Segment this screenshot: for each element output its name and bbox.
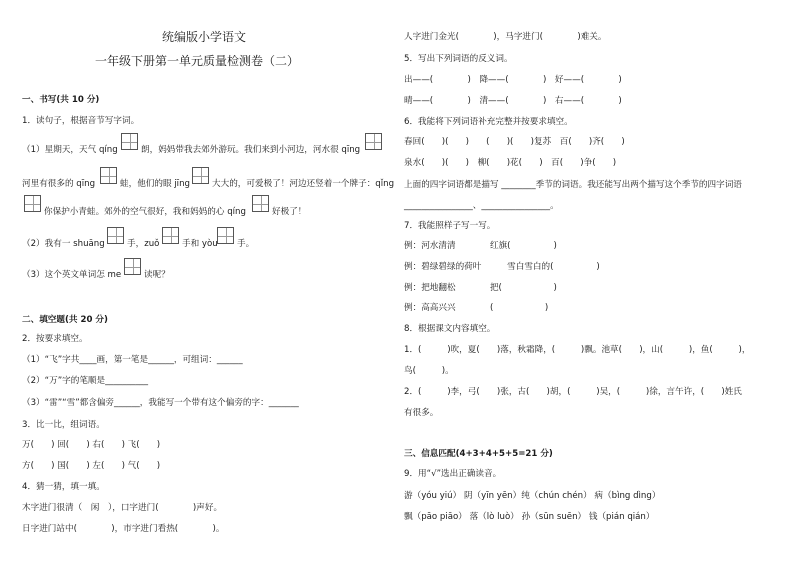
- page-title: 统编版小学语文: [162, 30, 247, 44]
- question-7: 7．我能照样子写一写。: [404, 221, 496, 231]
- writing-box[interactable]: [121, 133, 138, 150]
- q1-2-text-d: 手。: [237, 239, 255, 249]
- page-subtitle: 一年级下册第一单元质量检测卷（二）: [95, 54, 300, 68]
- question-9: 9．用“√”选出正确读音。: [404, 469, 502, 479]
- writing-box[interactable]: [24, 195, 41, 212]
- writing-box[interactable]: [162, 227, 179, 244]
- q7-row-1: 例：河水清清 红旗( ): [404, 241, 557, 251]
- q6-row-2: 泉水( )( ) 柳( )花( ) 百( )争( ): [404, 158, 617, 168]
- q9-row-1: 游（yóu yiú） 阴（yīn yēn）纯（chún chén） 病（bìng dìng）: [404, 491, 661, 501]
- q3-row-1: 万( ) 回( ) 右( ) 飞( ): [22, 440, 161, 450]
- section-fill-heading: 二、填空题(共 20 分): [22, 315, 108, 325]
- q1-1-text-f: 你保护小青蛙。郊外的空气很好，我和妈妈的心 qíng: [44, 207, 246, 217]
- q7-row-3: 例：把地翻松 把( ): [404, 283, 557, 293]
- writing-box[interactable]: [107, 227, 124, 244]
- q4-line-3: 人字进门金光( )，马字进门( )难关。: [404, 32, 607, 42]
- q1-1-text-e: 大大的，可爱极了！河边还竖着一个牌子：qǐng: [212, 179, 395, 189]
- question-5: 5．写出下列词语的反义词。: [404, 54, 513, 64]
- q8-1: 1．( )吹，夏( )落，秋霜降，( )飘。池草( )，山( )，鱼( )，: [404, 345, 751, 355]
- q1-2-text-c: 手和 yòu: [182, 239, 218, 249]
- writing-box[interactable]: [365, 133, 382, 150]
- q6-row-1: 春回( )( ) ( )( )复苏 百( )齐( ): [404, 137, 625, 147]
- q7-row-4: 例：高高兴兴 ( ): [404, 303, 549, 313]
- section-writing-heading: 一、书写(共 10 分): [22, 95, 100, 105]
- q7-row-2: 例：碧绿碧绿的荷叶 雪白雪白的( ): [404, 262, 600, 272]
- writing-box[interactable]: [192, 167, 209, 184]
- writing-box[interactable]: [217, 227, 234, 244]
- q1-3-text-b: 读呢？: [144, 270, 170, 280]
- q6-row-3: 上面的四字词语都是描写 ________季节的词语。我还能写出两个描写这个季节的四字词语: [404, 180, 742, 190]
- q6-row-4: ________________、________________。: [404, 201, 559, 211]
- q1-1-text-g: 好极了！: [272, 207, 307, 217]
- q2-3: （3）“雷”“雪”都含偏旁______，我能写一个带有这个偏旁的字：_______: [22, 398, 299, 408]
- q9-row-2: 飘（pāo piāo） 落（lò luò） 孙（sūn suēn） 钱（pián qián）: [404, 512, 655, 522]
- question-1: 1．读句子，根据音节写字词。: [22, 116, 140, 126]
- question-6: 6．我能将下列词语补充完整并按要求填空。: [404, 117, 573, 127]
- q1-2-text-a: （2）我有一 shuāng: [22, 239, 105, 249]
- question-8: 8．根据课文内容填空。: [404, 324, 496, 334]
- q5-row-1: 出——( ) 降——( ) 好——( ): [404, 75, 622, 85]
- q1-1-text-a: （1）星期天，天气 qíng: [22, 145, 118, 155]
- q1-1-text-c: 河里有很多的 qīng: [22, 179, 96, 189]
- section-match-heading: 三、信息匹配(4+3+4+5+5=21 分): [404, 449, 553, 459]
- q1-1-text-d: 蛙，他们的眼 jīng: [120, 179, 190, 189]
- q1-3-text-a: （3）这个英文单词怎 me: [22, 270, 122, 280]
- q2-2: （2）“万”字的笔顺是__________: [22, 376, 149, 386]
- q5-row-2: 晴——( ) 清——( ) 右——( ): [404, 96, 622, 106]
- q3-row-2: 方( ) 国( ) 左( ) 气( ): [22, 461, 161, 471]
- q4-line-1: 木字进门很清（ 闲 ），口字进门( )声好。: [22, 503, 223, 513]
- writing-box[interactable]: [124, 258, 141, 275]
- question-3: 3．比一比，组词语。: [22, 420, 105, 430]
- q8-1-cont: 鸟( )。: [404, 366, 454, 376]
- q4-line-2: 日字进门站中( )，市字进门看热( )。: [22, 524, 225, 534]
- writing-box[interactable]: [252, 195, 269, 212]
- q8-2-cont: 有很多。: [404, 408, 439, 418]
- q2-1: （1）“飞”字共____画，第一笔是______，可组词：______: [22, 355, 243, 365]
- q8-2: 2．( )李，弓( )张，古( )胡，( )吴，( )徐，言午许，( )姓氏: [404, 387, 742, 397]
- question-4: 4．猜一猜，填一填。: [22, 482, 105, 492]
- writing-box[interactable]: [100, 167, 117, 184]
- question-2: 2．按要求填空。: [22, 334, 88, 344]
- q1-1-text-b: 朗，妈妈带我去郊外游玩。我们来到小河边，河水很 qīng: [141, 145, 361, 155]
- q1-2-text-b: 手，zuǒ: [127, 239, 160, 249]
